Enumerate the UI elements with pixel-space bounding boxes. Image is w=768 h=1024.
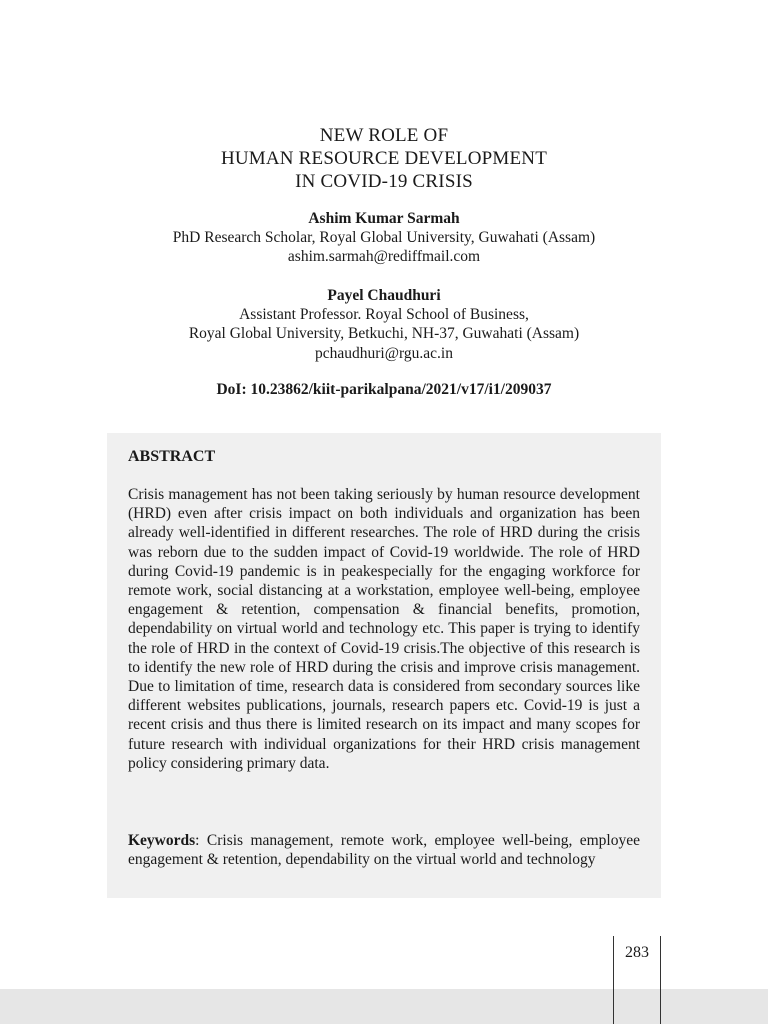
author-block (0, 209, 768, 267)
author-name: Ashim Kumar Sarmah (308, 210, 460, 227)
title-line-1: NEW ROLE OF (319, 125, 449, 146)
title-line-2: HUMAN RESOURCE DEVELOPMENT (220, 148, 548, 169)
author-email: pchaudhuri@rgu.ac.in (315, 344, 453, 362)
author-block (0, 286, 768, 363)
abstract-heading: ABSTRACT (128, 448, 216, 465)
abstract-text: Crisis management has not been taking seriously by human resource development (HRD) even after crisis impact on both individuals and organization has been already well-identified in different researches. The role of HRD during the crisis was reborn due to the sudden impact of Covid-19 worldwide. The role of HRD during Covid-19 pandemic is in peakespecially for the engaging workforce for remote work, social distancing at a workstation, employee well-being, employee engagement & retention, compensation & financial benefits, promotion, dependability on virtual world and technology etc. This paper is trying to identify the role of HRD in the context of Covid-19 crisis.The objective of this research is to identify the new role of HRD during the crisis and improve crisis management. Due to limitation of time, research data is considered from secondary sources like different websites publications, journals, research papers etc. Covid-19 is just a recent crisis and thus there is limited research on its impact and many scopes for future research with individual organizations for their HRD crisis management policy considering primary data. (128, 486, 640, 772)
author-affiliation: Royal Global University, Betkuchi, NH-37, Guwahati (Assam) (188, 325, 580, 343)
page-number: 283 (625, 944, 649, 961)
footer-band (0, 989, 768, 1024)
keywords-label: Keywords (128, 832, 196, 849)
keywords (128, 831, 640, 869)
page-number-rule-right (660, 936, 661, 1024)
doi: DoI: 10.23862/kiit-parikalpana/2021/v17/i1/209037 (216, 381, 552, 398)
author-email: ashim.sarmah@rediffmail.com (287, 248, 481, 266)
author-affiliation: PhD Research Scholar, Royal Global University, Guwahati (Assam) (172, 229, 596, 247)
title-line-3: IN COVID-19 CRISIS (295, 171, 473, 192)
abstract-box (107, 433, 661, 898)
keywords-text: : Crisis management, remote work, employee well-being, employee engagement & retention, dependability on the virtual world and technology (128, 832, 640, 869)
author-affiliation: Assistant Professor. Royal School of Business, (239, 306, 529, 324)
author-name: Payel Chaudhuri (327, 287, 441, 304)
paper-title (0, 124, 768, 193)
